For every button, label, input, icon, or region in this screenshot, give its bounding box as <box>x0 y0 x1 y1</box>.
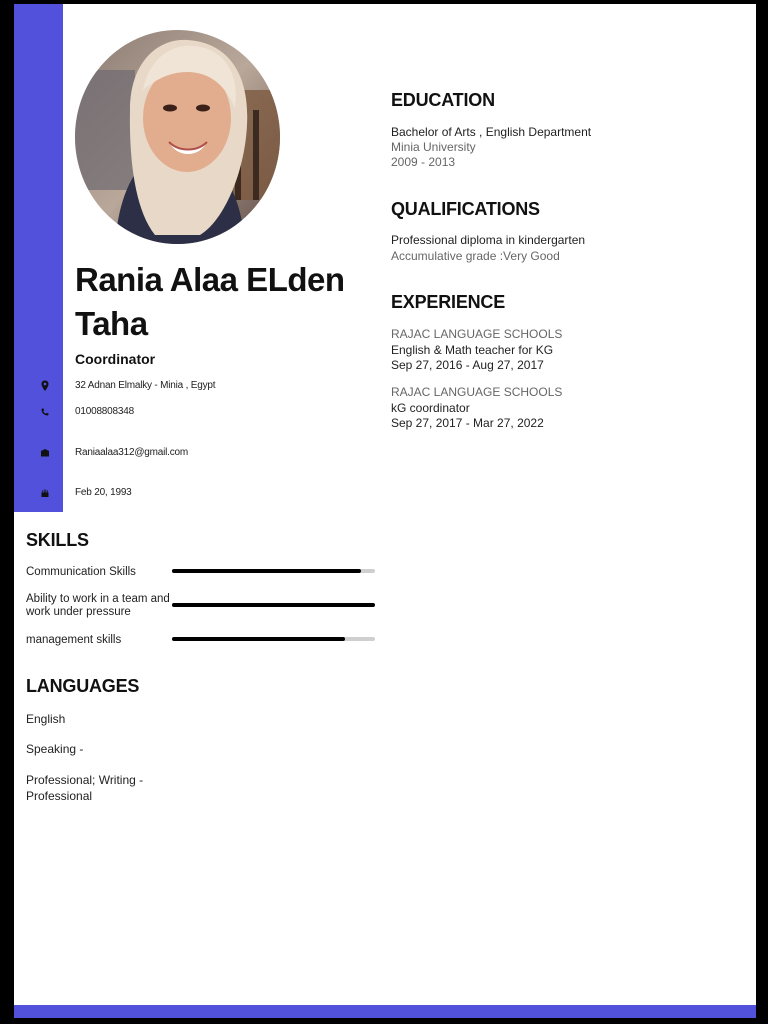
location-pin-icon <box>38 379 52 393</box>
contact-email <box>14 445 374 463</box>
job-company: RAJAC LANGUAGE SCHOOLS <box>391 327 563 341</box>
contact-phone <box>14 404 374 422</box>
qualification-grade: Accumulative grade :Very Good <box>391 249 560 263</box>
languages-title: LANGUAGES <box>26 676 140 696</box>
job-company: RAJAC LANGUAGE SCHOOLS <box>391 385 563 399</box>
email-text[interactable]: Raniaalaa312@gmail.com <box>75 447 189 458</box>
cake-icon <box>38 486 52 500</box>
education-school: Minia University <box>391 140 476 154</box>
experience-title: EXPERIENCE <box>391 292 506 312</box>
accent-bottom-band <box>14 1005 756 1018</box>
skill-bar <box>172 637 375 641</box>
address-text: 32 Adnan Elmalky - Minia , Egypt <box>75 380 216 391</box>
skill-label: management skills <box>26 634 122 646</box>
education-title: EDUCATION <box>391 90 495 110</box>
skill-bar <box>172 603 375 607</box>
contact-address <box>14 378 374 396</box>
job-dates: Sep 27, 2016 - Aug 27, 2017 <box>391 358 544 372</box>
skill-bar-fill <box>172 603 375 607</box>
language-line: Speaking - <box>26 742 84 756</box>
language-line: English <box>26 712 66 726</box>
education-degree: Bachelor of Arts , English Department <box>391 125 592 139</box>
accent-sidebar-band <box>14 4 63 512</box>
skill-bar-fill <box>172 569 361 573</box>
qualifications-title: QUALIFICATIONS <box>391 199 540 219</box>
skill-bar <box>172 569 375 573</box>
profile-photo <box>75 30 280 244</box>
skills-title: SKILLS <box>26 530 89 550</box>
skill-label: Ability to work in a team and work under pressure <box>26 593 170 618</box>
skill-label: Communication Skills <box>26 566 136 578</box>
contact-birthdate <box>14 485 374 503</box>
language-line: Professional; Writing - Professional <box>26 773 144 803</box>
phone-text: 01008808348 <box>75 406 134 417</box>
candidate-role: Coordinator <box>75 351 156 367</box>
job-dates: Sep 27, 2017 - Mar 27, 2022 <box>391 416 544 430</box>
resume-page <box>14 4 756 1018</box>
birthdate-text: Feb 20, 1993 <box>75 487 132 498</box>
qualification-item: Professional diploma in kindergarten <box>391 233 586 247</box>
skill-bar-fill <box>172 637 345 641</box>
candidate-name: Rania Alaa ELden Taha <box>75 261 345 342</box>
job-position: kG coordinator <box>391 401 470 415</box>
email-icon <box>38 446 52 460</box>
education-years: 2009 - 2013 <box>391 155 456 169</box>
profile-photo-illustration <box>75 30 280 244</box>
job-position: English & Math teacher for KG <box>391 343 554 357</box>
phone-icon <box>38 405 52 419</box>
